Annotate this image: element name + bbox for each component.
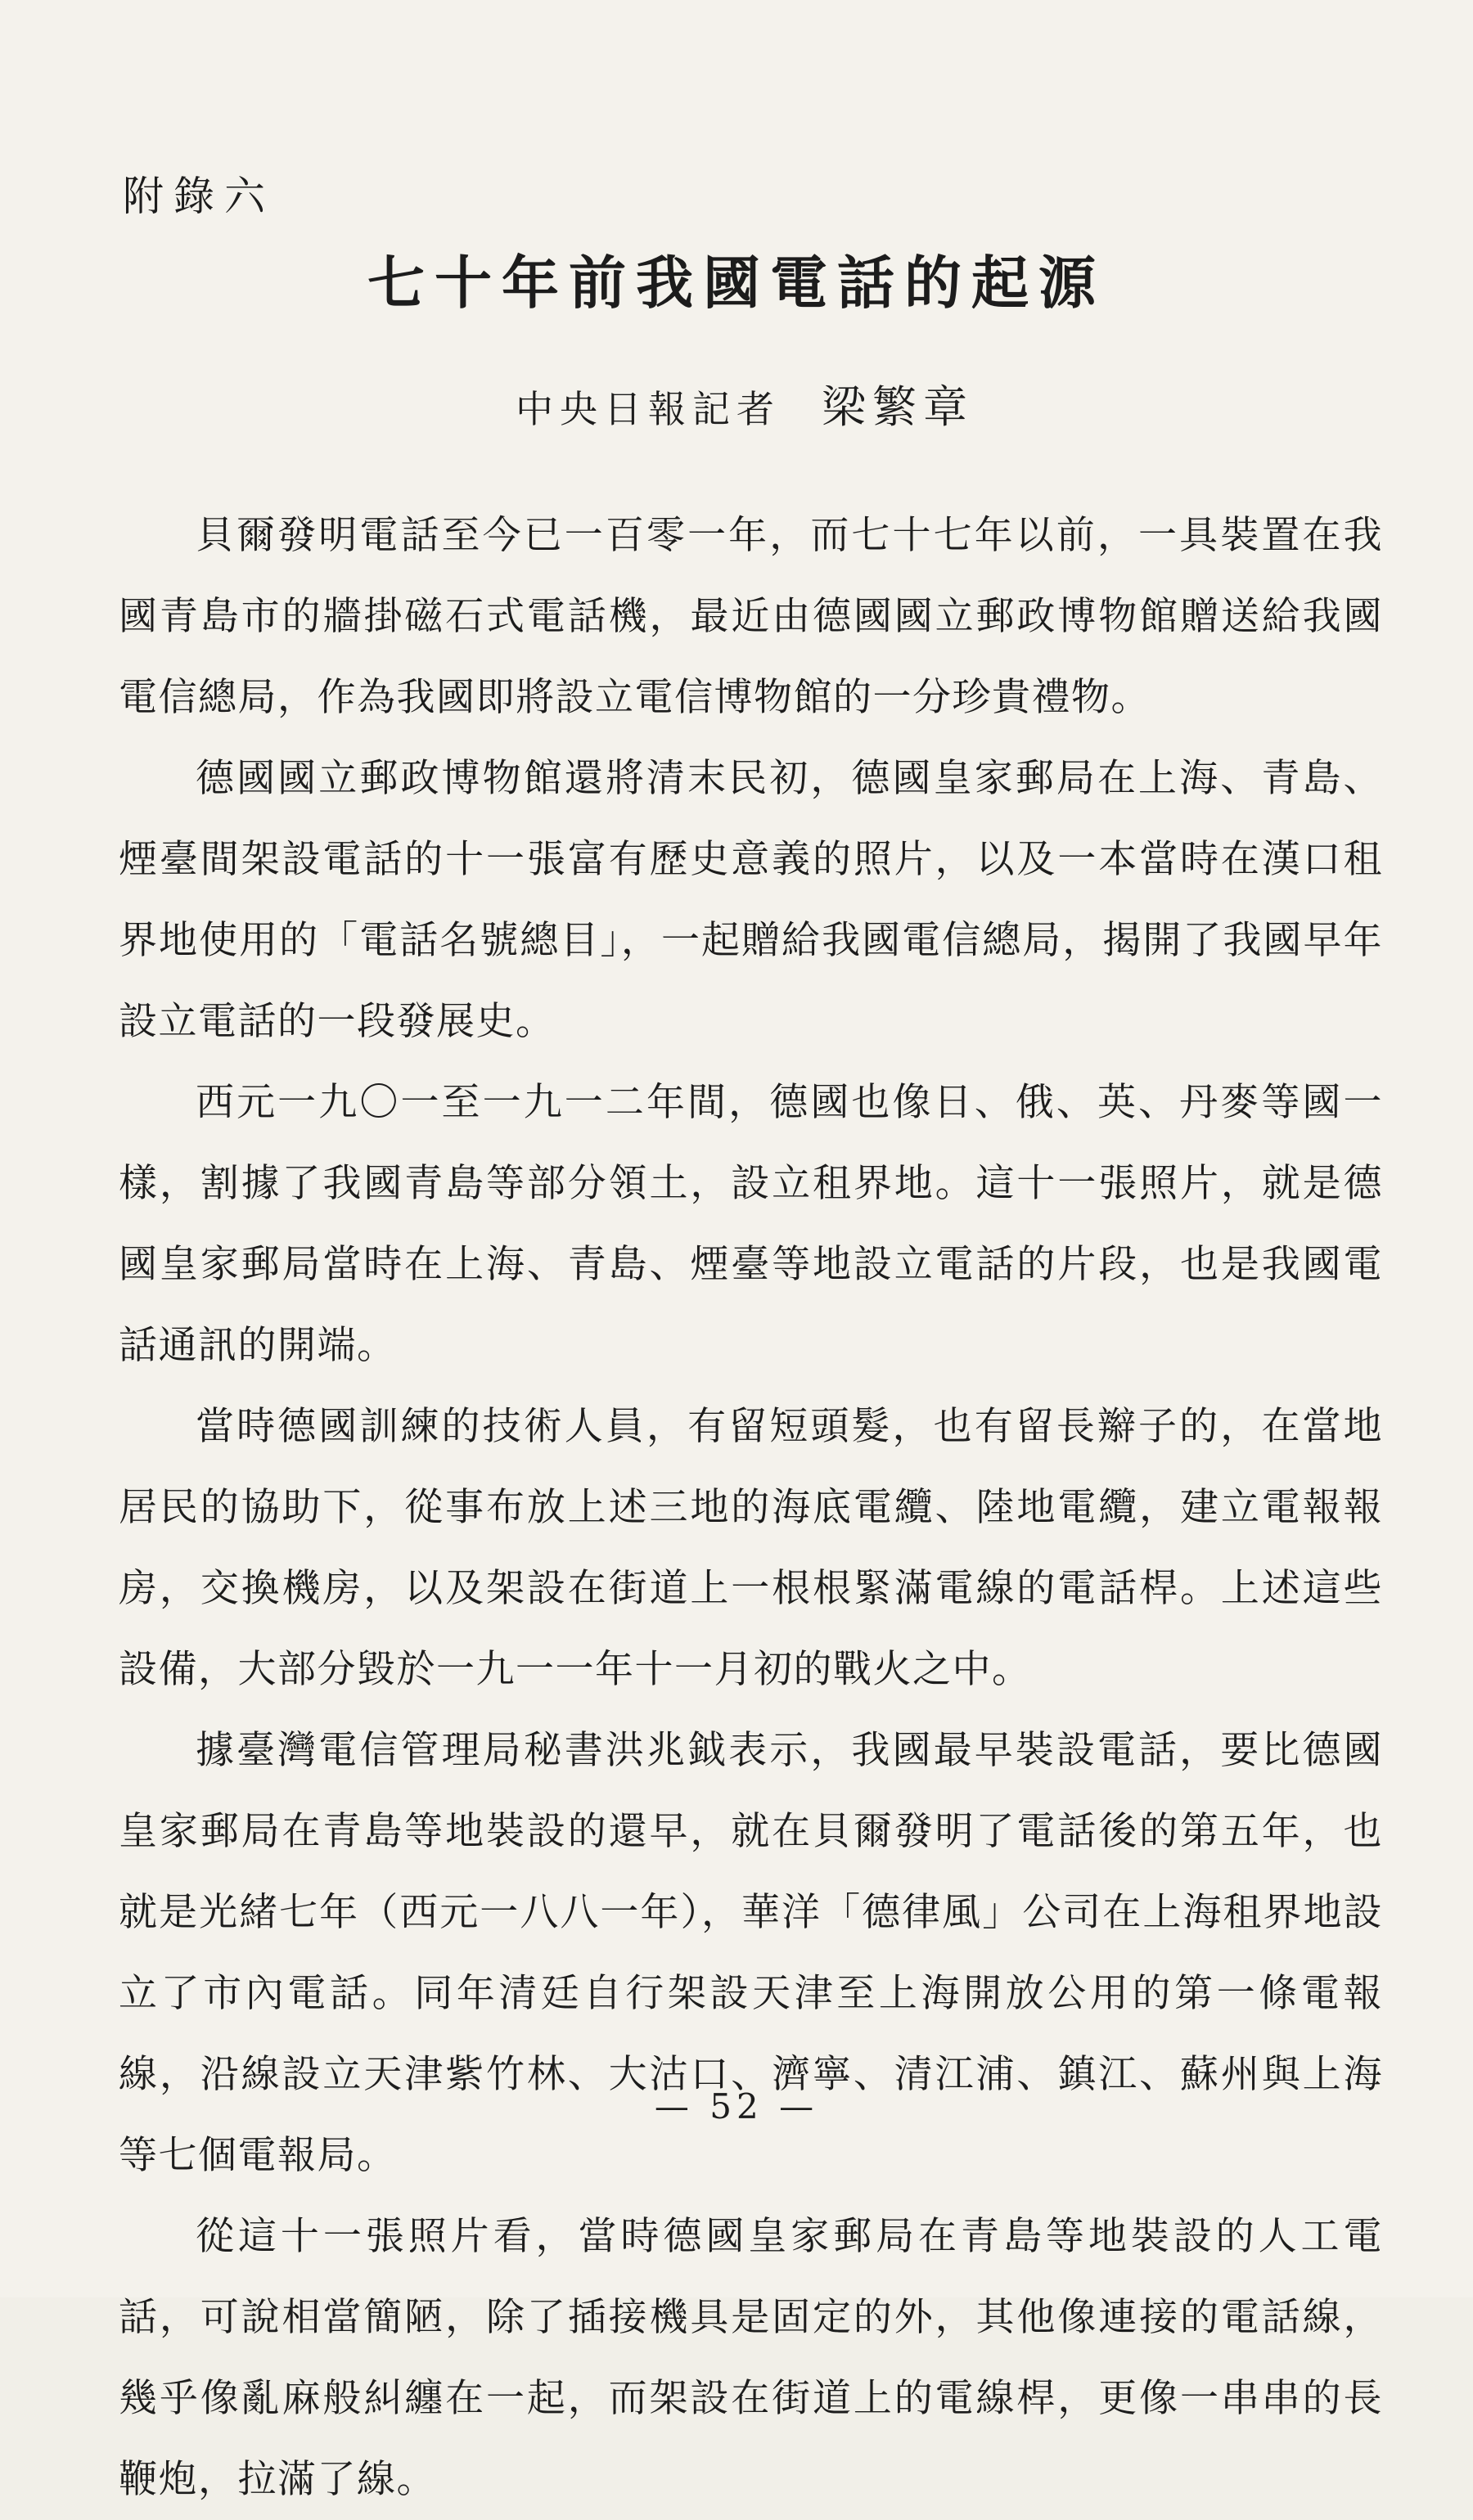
appendix-label: 附錄六 bbox=[123, 173, 275, 220]
article-body bbox=[119, 495, 1383, 2520]
paragraph: 德國國立郵政博物館還將清末民初，德國皇家郵局在上海、青島、煙臺間架設電話的十一張富有歷史意義的照片，以及一本當時在漢口租界地使用的「電話名號總目」，一起贈給我國電信總局，揭開了我國早年設立電話的一段發展史。 bbox=[119, 756, 1383, 1044]
article-title: 七十年前我國電話的起源 bbox=[367, 249, 1106, 317]
paragraph: 從這十一張照片看，當時德國皇家郵局在青島等地裝設的人工電話，可說相當簡陋，除了插接機具是固定的外，其他像連接的電話線，幾乎像亂麻般糾纏在一起，而架設在街道上的電線桿，更像一串串的長鞭炮，拉滿了線。 bbox=[119, 2214, 1383, 2502]
page-number: — 52 — bbox=[654, 2086, 819, 2126]
paragraph: 西元一九〇一至一九一二年間，德國也像日、俄、英、丹麥等國一樣，割據了我國青島等部分領土，設立租界地。這十一張照片，就是德國皇家郵局當時在上海、青島、煙臺等地設立電話的片段，也是我國電話通訊的開端。 bbox=[119, 1080, 1383, 1368]
byline-author: 梁繁章 bbox=[822, 381, 974, 433]
paragraph: 當時德國訓練的技術人員，有留短頭髮，也有留長辮子的，在當地居民的協助下，從事布放上述三地的海底電纜、陸地電纜，建立電報報房，交換機房，以及架設在街道上一根根緊滿電線的電話桿。上述這些設備，大部分毀於一九一一年十一月初的戰火之中。 bbox=[119, 1404, 1383, 1692]
byline-role: 中央日報記者 bbox=[516, 387, 781, 431]
paragraph: 據臺灣電信管理局秘書洪兆鉞表示，我國最早裝設電話，要比德國皇家郵局在青島等地裝設的還早，就在貝爾發明了電話後的第五年，也就是光緒七年（西元一八八一年），華洋「德律風」公司在上海租界地設立了市內電話。同年清廷自行架設天津至上海開放公用的第一條電報線，沿線設立天津紫竹林、大沽口、濟寧、清江浦、鎮江、蘇州與上海等七個電報局。 bbox=[119, 1728, 1383, 2178]
paragraph: 貝爾發明電話至今已一百零一年，而七十七年以前，一具裝置在我國青島市的牆掛磁石式電話機，最近由德國國立郵政博物館贈送給我國電信總局，作為我國即將設立電信博物館的一分珍貴禮物。 bbox=[119, 513, 1383, 720]
byline bbox=[516, 372, 974, 435]
